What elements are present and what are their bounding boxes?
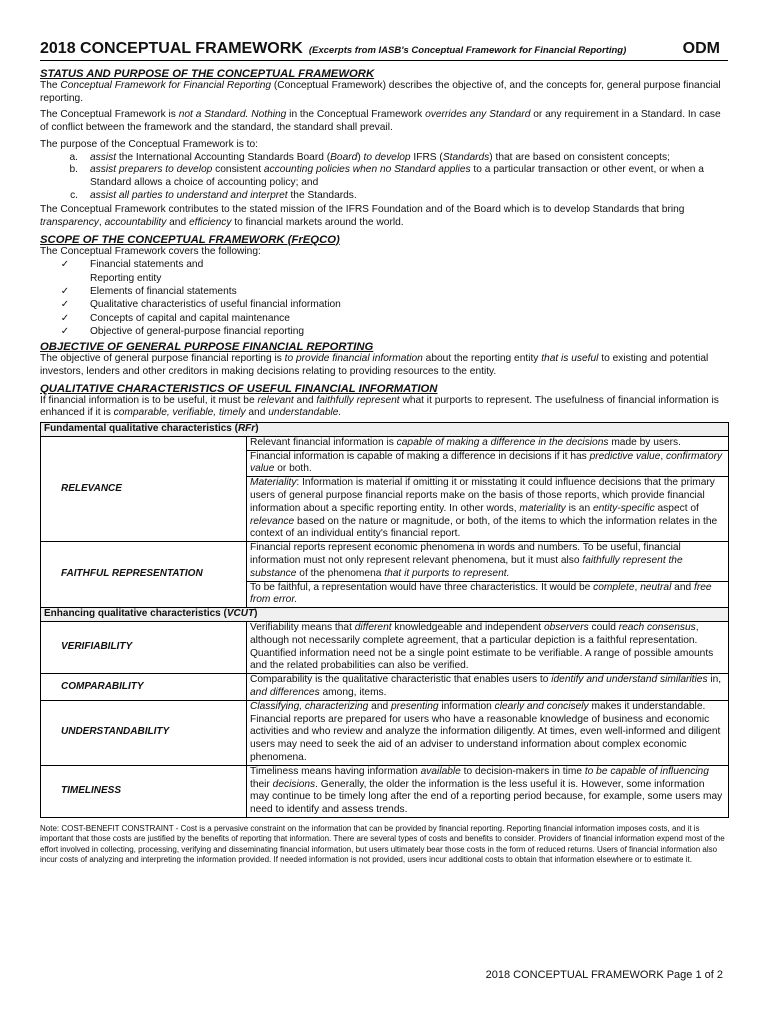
check-icon: ✓ [60, 325, 70, 337]
faithful-text-2: To be faithful, a representation would have three characteristics. It would be complete, neutral and free from error. [247, 581, 729, 608]
purpose-item-a: a. assist the International Accounting Standards Board (Board) to develop IFRS (Standards) that are based on consistent concepts; [69, 151, 670, 163]
relevance-text-2: Financial information is capable of making a difference in decisions if it has predictive value, confirmatory value or both. [247, 450, 729, 477]
faithful-text-1: Financial reports represent economic phenomena in words and numbers. To be useful, financial information must not only represent relevant phenomena, but it must also faithfully represent the substance of the phenomena that it purports to represent. [247, 542, 729, 581]
status-paragraph-2: The Conceptual Framework is not a Standard. Nothing in the Conceptual Framework overrides any Standard or any requirement in a Standard. In case of conflict between the framework and the standard, the standard shall prevail. [40, 109, 721, 134]
table-row [41, 765, 729, 817]
comparability-label: COMPARABILITY [41, 674, 247, 701]
page-footer: 2018 CONCEPTUAL FRAMEWORK Page 1 of 2 [485, 969, 723, 981]
page-subtitle: (Excerpts from IASB's Conceptual Framework for Financial Reporting) [308, 45, 627, 56]
check-icon: ✓ [60, 286, 70, 298]
check-icon: ✓ [60, 312, 70, 324]
page [40, 40, 728, 866]
purpose-item-b: b. assist preparers to develop consistent accounting policies when no Standard applies to a particular transaction or other event, or when a Standard allows a choice of accounting policy; and [69, 164, 704, 188]
comparability-text: Comparability is the qualitative characteristic that enables users to identify and understand similarities in, and differences among, items. [247, 674, 729, 701]
scope-item: Reporting entity [90, 272, 162, 284]
relevance-text-1: Relevant financial information is capable of making a difference in the decisions made by users. [247, 436, 729, 450]
materiality-text: Materiality: Information is material if omitting it or misstating it could influence decisions that the primary users of general purpose financial reports make on the basis of those reports, which provide financial information about a specific reporting entity. In other words, materiality is an entity-specific aspect of relevance based on the nature or magnitude, or both, of the items to which the information relates in the context of an individual entity's financial report. [247, 477, 729, 542]
section-heading-qualitative: QUALITATIVE CHARACTERISTICS OF USEFUL FINANCIAL INFORMATION [40, 382, 438, 395]
status-paragraph-1: The Conceptual Framework for Financial Reporting (Conceptual Framework) describes the objective of, and the concepts for, general purpose financial reporting. [40, 80, 721, 104]
scope-item: ✓ Concepts of capital and capital maintenance [40, 312, 728, 325]
table-row [41, 700, 729, 765]
scope-item: ✓ Qualitative characteristics of useful financial information [40, 298, 728, 311]
table-row [41, 436, 729, 450]
timeliness-label: TIMELINESS [41, 765, 247, 817]
purpose-list [40, 152, 728, 203]
table-category-row [41, 608, 729, 622]
status-paragraph-4: The Conceptual Framework contributes to the stated mission of the IFRS Foundation and of the Board which is to develop Standards that bring transparency, accountability and efficiency to financial markets around the world. [40, 204, 685, 229]
table-row [41, 542, 729, 581]
check-icon: ✓ [60, 259, 70, 271]
scope-item: ✓ Elements of financial statements [40, 285, 728, 298]
table-row [41, 674, 729, 701]
cost-benefit-note: Note: COST-BENEFIT CONSTRAINT - Cost is a pervasive constraint on the information that can be provided by financial reporting. Reporting financial information imposes costs, and it is important that those costs are justified by the benefits of reporting that information. There are several types of costs and benefits to consider. Providers of financial information expend most of the effort involved in collecting, processing, verifying and disseminating financial information, but users ultimately bear those costs in the form of reduced returns. Users of financial information also incur costs of analyzing and interpreting the information provided. If needed information is not provided, users incur additional costs to obtain that information elsewhere or to estimate it. [40, 823, 725, 865]
status-paragraph-3: The purpose of the Conceptual Framework is to: [40, 138, 259, 150]
qualitative-paragraph: If financial information is to be useful, it must be relevant and faithfully represent what it purports to represent. The usefulness of financial information is enhanced if it is comparable, verifiable, timely and understandable. [40, 394, 719, 419]
purpose-item-c: c. assist all parties to understand and interpret the Standards. [70, 189, 357, 201]
scope-list [40, 258, 728, 338]
author-initials: ODM [682, 40, 720, 57]
qualitative-characteristics-table [40, 422, 729, 818]
understandability-text: Classifying, characterizing and presenting information clearly and concisely makes it understandable. Financial reports are prepared for users who have a reasonable knowledge of business and economic activities and who review and analyze the information diligently. At times, even well-informed and diligent users may need to seek the aid of an adviser to understand information about complex economic phenomena. [247, 700, 729, 765]
scope-intro: The Conceptual Framework covers the following: [40, 245, 261, 257]
verifiability-label: VERIFIABILITY [41, 621, 247, 673]
understandability-label: UNDERSTANDABILITY [41, 700, 247, 765]
faithful-representation-label: FAITHFUL REPRESENTATION [41, 542, 247, 608]
page-header [40, 40, 728, 61]
fundamental-heading: Fundamental qualitative characteristics (RFr) [41, 423, 729, 437]
table-category-row [41, 423, 729, 437]
scope-item: ✓ Financial statements and [40, 258, 728, 271]
section-heading-status: STATUS AND PURPOSE OF THE CONCEPTUAL FRAMEWORK [40, 68, 375, 80]
page-title: 2018 CONCEPTUAL FRAMEWORK [40, 40, 303, 57]
check-icon: ✓ [60, 299, 70, 311]
objective-paragraph: The objective of general purpose financial reporting is to provide financial information about the reporting entity that is useful to existing and potential investors, lenders and other creditors in making decisions relating to providing resources to the entity. [40, 353, 709, 377]
scope-item: ✓ Objective of general-purpose financial reporting [40, 325, 728, 338]
section-heading-scope: SCOPE OF THE CONCEPTUAL FRAMEWORK (FrEQCO) [40, 233, 340, 246]
section-heading-objective: OBJECTIVE OF GENERAL PURPOSE FINANCIAL REPORTING [40, 341, 374, 354]
table-row [41, 621, 729, 673]
relevance-label: RELEVANCE [41, 436, 247, 541]
verifiability-text: Verifiability means that different knowledgeable and independent observers could reach consensus, although not necessarily complete agreement, that a particular depiction is a faithful representation. Quantified information need not be a single point estimate to be verifiable. A range of possible amounts and the related probabilities can also be verified. [247, 621, 729, 673]
enhancing-heading: Enhancing qualitative characteristics (VCUT) [41, 608, 729, 622]
timeliness-text: Timeliness means having information available to decision-makers in time to be capable of influencing their decisions. Generally, the older the information is the less useful it is. However, some information may continue to be timely long after the end of a reporting period because, for example, some users may need to identify and assess trends. [247, 765, 729, 817]
